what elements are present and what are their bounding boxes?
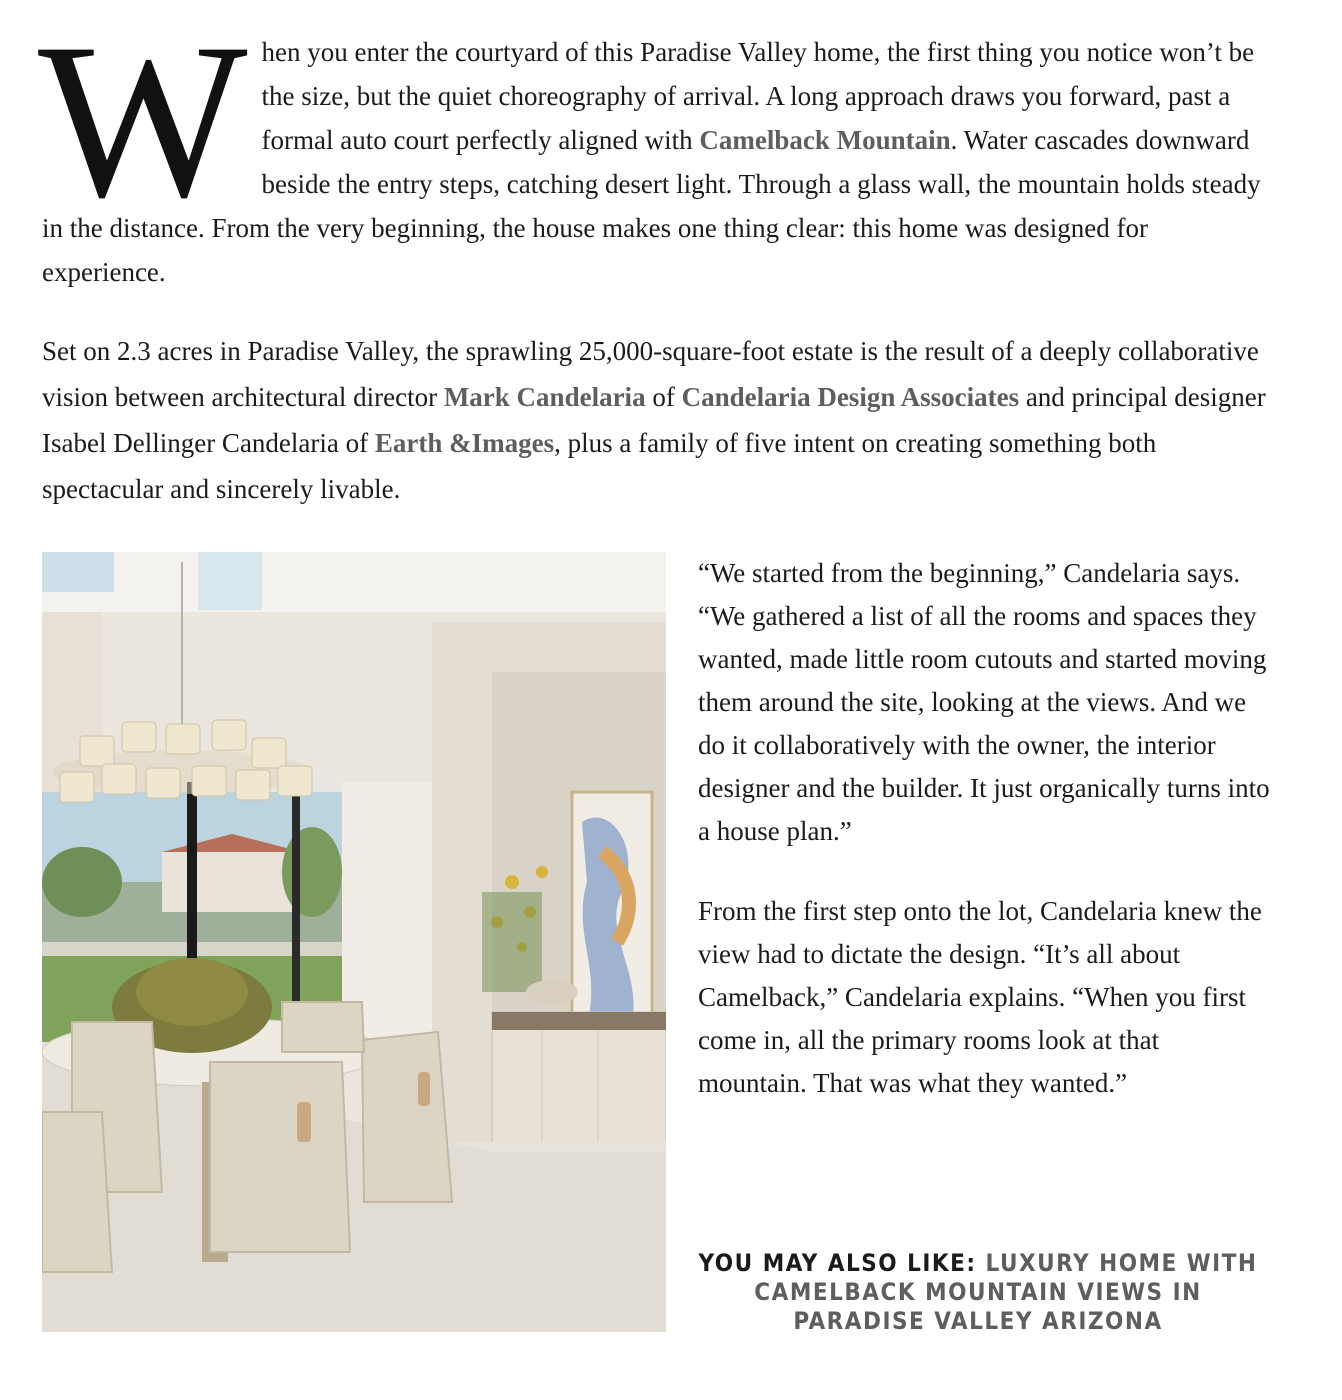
intro-paragraph bbox=[38, 0, 1272, 294]
you-may-also-like bbox=[698, 1249, 1258, 1336]
intro-text-b: . Water cascades downward beside the entry steps, catching desert light. Through a glass wall, the mountain holds steady in the distance. From the very beginning, the house makes one thing clear: this home was designed for experience. bbox=[42, 125, 1261, 287]
mark-candelaria-link[interactable]: Mark Candelaria bbox=[443, 382, 646, 412]
estate-text-d: , plus a family of five intent on creating something both spectacular and sincerely livable. bbox=[42, 428, 1157, 504]
earth-and-images-link[interactable]: Earth &Images bbox=[374, 428, 555, 458]
also-like-link[interactable]: LUXURY HOME WITH CAMELBACK MOUNTAIN VIEWS IN PARADISE VALLEY ARIZONA bbox=[754, 1249, 1258, 1335]
estate-text-c: and principal designer Isabel Dellinger Candelaria of bbox=[42, 382, 1266, 458]
camelback-mountain-link[interactable]: Camelback Mountain bbox=[699, 125, 951, 155]
image-text-section bbox=[42, 552, 1272, 1352]
estate-text-b: of bbox=[645, 382, 682, 412]
intro-text-a: hen you enter the courtyard of this Paradise Valley home, the first thing you notice won’t be the size, but the quiet choreography of arrival. A long approach draws you forward, past a formal auto court perfectly aligned with bbox=[261, 37, 1255, 155]
article-body bbox=[38, 0, 1272, 512]
estate-text-a: Set on 2.3 acres in Paradise Valley, the sprawling 25,000-square-foot estate is the result of a deeply collaborative vision between architectural director bbox=[42, 336, 1259, 412]
view-paragraph: From the first step onto the lot, Candelaria knew the view had to dictate the design. “It’s all about Camelback,” Candelaria explains. “When you first come in, all the primary rooms look at that mountain. That was what they wanted.” bbox=[698, 896, 1262, 1098]
quote-column bbox=[698, 552, 1272, 1105]
candelaria-design-associates-link[interactable]: Candelaria Design Associates bbox=[681, 382, 1020, 412]
drop-cap: W bbox=[38, 0, 248, 244]
also-like-lead: YOU MAY ALSO LIKE: bbox=[698, 1249, 977, 1277]
estate-paragraph bbox=[42, 328, 1272, 512]
quote-paragraph: “We started from the beginning,” Candelaria says. “We gathered a list of all the rooms and spaces they wanted, made little room cutouts and started moving them around the site, looking at the views. And we do it collaboratively with the owner, the interior designer and the builder. It just organically turns into a house plan.” bbox=[698, 558, 1270, 846]
dining-room-photo bbox=[42, 552, 666, 1332]
